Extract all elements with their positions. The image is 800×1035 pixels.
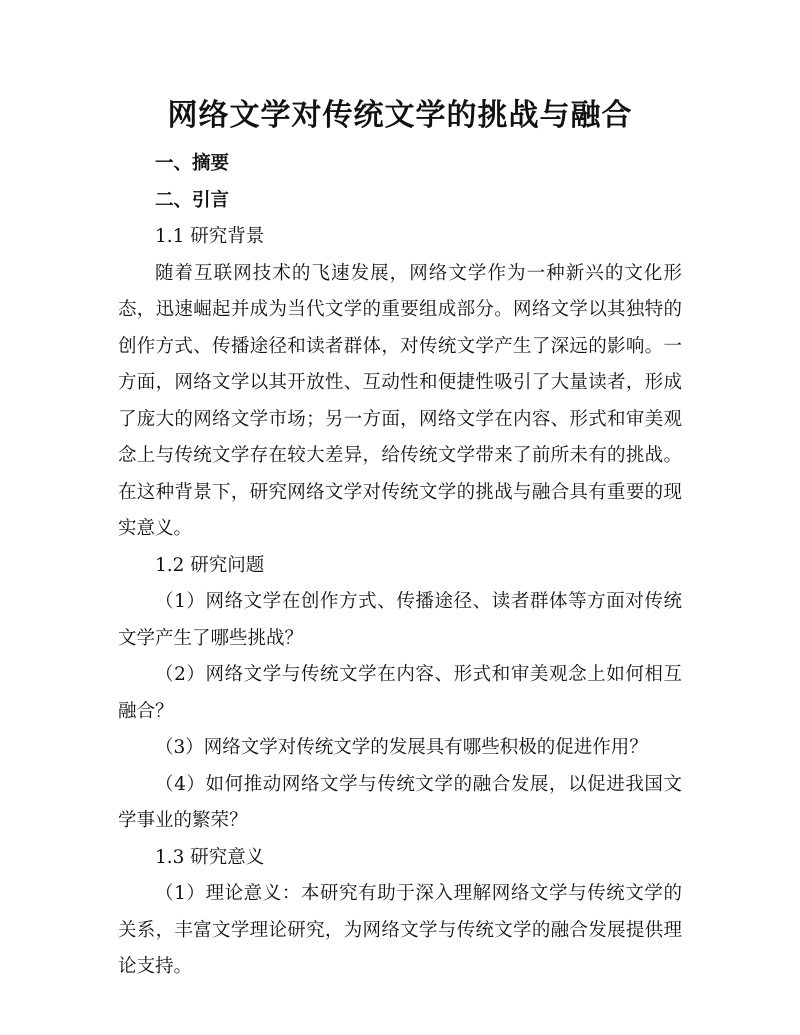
significance-item-1: （1）理论意义：本研究有助于深入理解网络文学与传统文学的关系，丰富文学理论研究，为网络文学与传统文学的融合发展提供理论支持。 <box>118 883 682 977</box>
subsection-heading-significance: 1.3 研究意义 <box>155 846 265 868</box>
subsection-heading-background: 1.1 研究背景 <box>155 226 265 247</box>
document-body <box>118 146 682 986</box>
section-heading-abstract: 一、摘要 <box>155 153 230 174</box>
section-heading-introduction: 二、引言 <box>155 189 230 211</box>
subsection-heading-questions: 1.2 研究问题 <box>155 554 265 576</box>
research-question-4: （4）如何推动网络文学与传统文学的融合发展，以促进我国文学事业的繁荣？ <box>118 773 682 831</box>
background-paragraph: 随着互联网技术的飞速发展，网络文学作为一种新兴的文化形态，迅速崛起并成为当代文学的重要组成部分。网络文学以其独特的创作方式、传播途径和读者群体，对传统文学产生了深远的影响。一方面，网络文学以其开放性、互动性和便捷性吸引了大量读者，形成了庞大的网络文学市场；另一方面，网络文学在内容、形式和审美观念上与传统文学存在较大差异，给传统文学带来了前所未有的挑战。在这种背景下，研究网络文学对传统文学的挑战与融合具有重要的现实意义。 <box>118 262 682 539</box>
research-question-2: （2）网络文学与传统文学在内容、形式和审美观念上如何相互融合？ <box>118 664 682 722</box>
research-question-3: （3）网络文学对传统文学的发展具有哪些积极的促进作用？ <box>155 737 648 758</box>
document-title: 网络文学对传统文学的挑战与融合 <box>167 98 633 133</box>
research-question-1: （1）网络文学在创作方式、传播途径、读者群体等方面对传统文学产生了哪些挑战？ <box>118 591 682 649</box>
